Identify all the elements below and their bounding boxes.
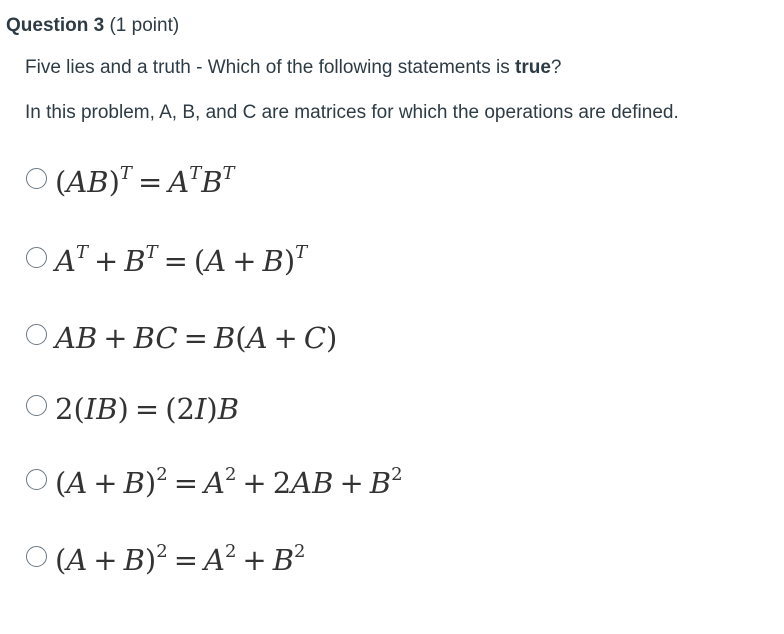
radio-button[interactable] (26, 324, 47, 345)
answer-option-4[interactable] (26, 387, 239, 431)
radio-button[interactable] (26, 469, 47, 490)
answer-formula: $(A + B)^2 = A^2 + 2AB + B^2$ (55, 464, 403, 500)
radio-button[interactable] (26, 546, 47, 567)
prompt-text: Five lies and a truth - Which of the following statements is (25, 57, 515, 78)
answer-formula: AB + BC = B(A + C) (55, 321, 338, 355)
problem-context: In this problem, A, B, and C are matrices for which the operations are defined. (25, 102, 679, 123)
answer-option-3[interactable] (26, 316, 337, 360)
answer-formula: $(A + B)^2 = A^2 + B^2$ (55, 541, 306, 577)
answer-option-1[interactable] (26, 160, 235, 204)
question-header (6, 15, 179, 37)
prompt-emphasis: true (515, 57, 551, 78)
answer-formula: 2(IB) = (2I)B (55, 392, 240, 426)
question-prompt (25, 57, 561, 79)
question-title: Question 3 (6, 15, 105, 36)
answer-option-6[interactable] (26, 538, 305, 582)
answer-option-2[interactable] (26, 239, 307, 283)
radio-button[interactable] (26, 247, 47, 268)
answer-formula: $A^T + B^T = (A + B)^T$ (55, 242, 308, 278)
radio-button[interactable] (26, 168, 47, 189)
answer-option-5[interactable] (26, 461, 403, 505)
radio-button[interactable] (26, 395, 47, 416)
answer-formula: $(AB)^T = A^TB^T$ (55, 163, 235, 199)
prompt-punctuation: ? (550, 57, 562, 78)
question-points: (1 point) (109, 15, 180, 36)
